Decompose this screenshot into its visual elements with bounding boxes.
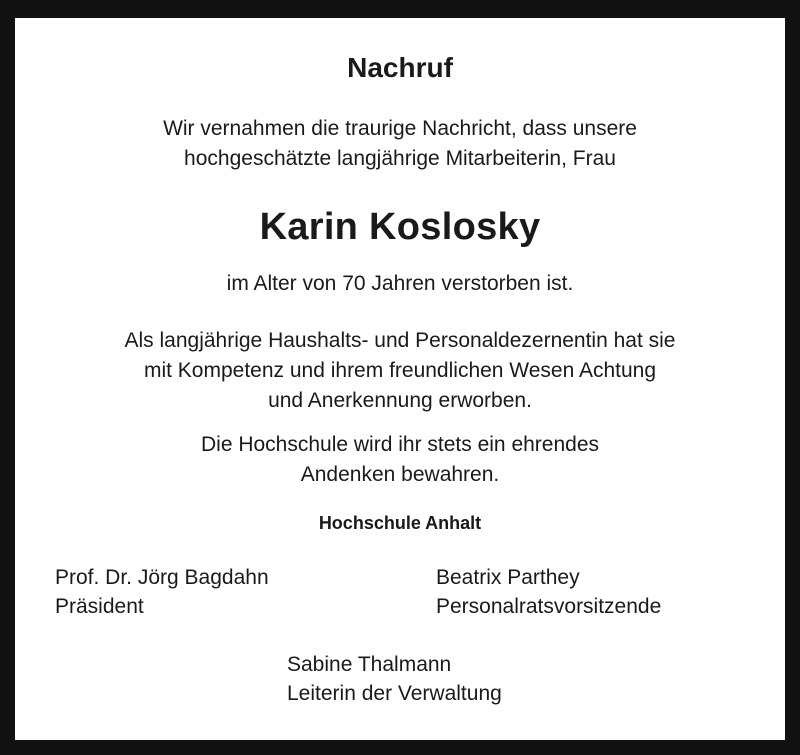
role-line: mit Kompetenz und ihrem freundlichen Wesen Achtung — [143, 359, 657, 382]
age-line: im Alter von 70 Jahren verstorben ist. — [226, 272, 574, 295]
intro-line: Wir vernahmen die traurige Nachricht, dass unsere — [163, 117, 637, 140]
obituary-notice — [15, 18, 785, 740]
role-paragraph — [15, 326, 785, 416]
deceased-name: Karin Koslosky — [259, 206, 541, 248]
intro-line: hochgeschätzte langjährige Mitarbeiterin, Frau — [184, 147, 616, 170]
notice-heading: Nachruf — [347, 52, 453, 83]
signatory-title: Leiterin der Verwaltung — [287, 682, 502, 705]
memory-line: Die Hochschule wird ihr stets ein ehrendes — [200, 433, 600, 456]
signatory-administration — [287, 650, 502, 708]
role-line: Als langjährige Haushalts- und Personaldezernentin hat sie — [124, 329, 676, 352]
signatory-president — [55, 563, 269, 621]
intro-paragraph — [15, 114, 785, 174]
signatory-name: Sabine Thalmann — [287, 653, 452, 676]
signatory-title: Personalratsvorsitzende — [436, 595, 662, 618]
signatory-staff-council — [436, 563, 661, 621]
signatory-name: Prof. Dr. Jörg Bagdahn — [55, 566, 269, 589]
signatory-name: Beatrix Parthey — [436, 566, 580, 589]
institution-name: Hochschule Anhalt — [318, 513, 482, 533]
signatory-title: Präsident — [55, 595, 144, 618]
memory-paragraph — [15, 430, 785, 490]
role-line: und Anerkennung erworben. — [268, 389, 532, 412]
memory-line: Andenken bewahren. — [300, 463, 500, 486]
